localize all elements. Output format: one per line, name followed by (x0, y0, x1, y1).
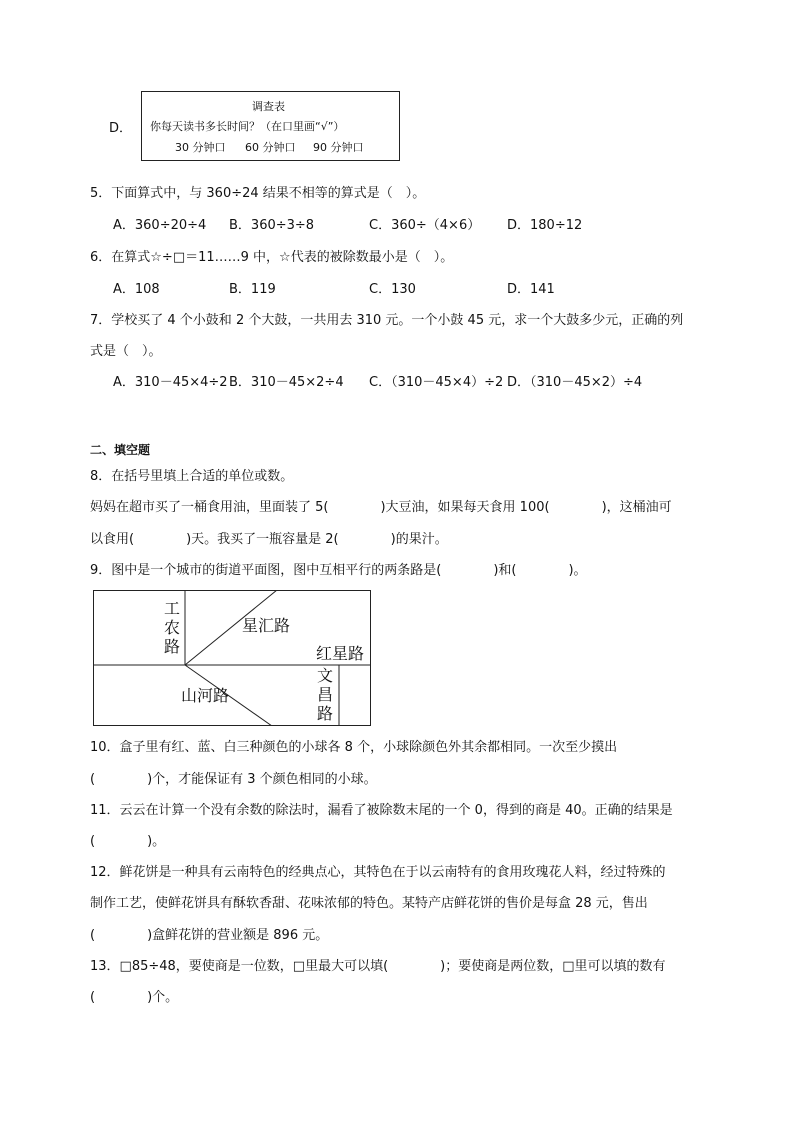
option-d-letter: D． (109, 121, 133, 136)
q11-line2: ( )。 (90, 834, 166, 849)
q12-line3: ( )盒鲜花饼的营业额是 896 元。 (90, 928, 329, 943)
q5-option-a: A．360÷20÷4 (113, 218, 207, 233)
q10-line1: 10．盒子里有红、蓝、白三种颜色的小球各 8 个，小球除颜色外其余都相同。一次至少摸出 (90, 740, 618, 755)
q6-option-d: D．141 (507, 282, 555, 297)
gongnong-road-label: 工 农 路 (163, 599, 180, 656)
q5-option-b: B．360÷3÷8 (229, 218, 315, 233)
q13-line2: ( )个。 (90, 990, 179, 1005)
q7-option-a: A．310－45×4÷2 (113, 375, 228, 390)
q5-text: 5．下面算式中，与 360÷24 结果不相等的算式是（ ）。 (90, 186, 426, 201)
q8-line1: 8．在括号里填上合适的单位或数。 (90, 469, 294, 484)
q8-line2: 妈妈在超市买了一桶食用油，里面装了 5( )大豆油，如果每天食用 100( )，这桶油可 (90, 500, 672, 515)
survey-title: 调查表 (252, 100, 285, 113)
survey-choice-60: 60 分钟口 (245, 141, 296, 154)
q12-line1: 12．鲜花饼是一种具有云南特色的经典点心，其特色在于以云南特有的食用玫瑰花人料，经过特殊的 (90, 865, 666, 880)
survey-question: 你每天读书多长时间？（在口里画“√”） (150, 120, 345, 133)
q8-line3: 以食用( )天。我买了一瓶容量是 2( )的果汁。 (90, 532, 448, 547)
q5-option-c: C．360÷（4×6） (369, 218, 481, 233)
xinghui-road-label: 星汇路 (242, 616, 291, 635)
q13-line1: 13．□85÷48，要使商是一位数，□里最大可以填( )；要使商是两位数，□里可以填的数有 (90, 959, 666, 974)
q7-line1: 7．学校买了 4 个小鼓和 2 个大鼓，一共用去 310 元。一个小鼓 45 元，求一个大鼓多少元，正确的列 (90, 313, 684, 328)
q6-text: 6．在算式☆÷□＝11……9 中，☆代表的被除数最小是（ ）。 (90, 250, 454, 265)
q10-line2: ( )个，才能保证有 3 个颜色相同的小球。 (90, 772, 377, 787)
q7-option-c: C．（310－45×4）÷2 (369, 375, 504, 390)
q12-line2: 制作工艺，使鲜花饼具有酥软香甜、花味浓郁的特色。某特产店鲜花饼的售价是每盒 28 元，售出 (90, 896, 648, 911)
q6-option-c: C．130 (369, 282, 416, 297)
q7-option-b: B．310－45×2÷4 (229, 375, 344, 390)
q7-line2: 式是（ ）。 (90, 344, 162, 359)
q9-text: 9．图中是一个城市的街道平面图，图中互相平行的两条路是( )和( )。 (90, 563, 587, 578)
survey-choice-30: 30 分钟口 (175, 141, 226, 154)
q6-option-a: A．108 (113, 282, 160, 297)
shanhe-road-label: 山河路 (181, 686, 230, 705)
wenchang-road-label: 文 昌 路 (316, 666, 333, 723)
survey-table (141, 91, 400, 161)
section-title: 二、填空题 (90, 443, 151, 457)
q11-line1: 11．云云在计算一个没有余数的除法时，漏看了被除数末尾的一个 0，得到的商是 40。正确的结果是 (90, 803, 673, 818)
hongxing-road-label: 红星路 (316, 644, 365, 663)
q7-option-d: D．（310－45×2）÷4 (507, 375, 643, 390)
survey-choice-90: 90 分钟口 (313, 141, 364, 154)
street-map (93, 590, 371, 726)
q6-option-b: B．119 (229, 282, 276, 297)
q5-option-d: D．180÷12 (507, 218, 583, 233)
